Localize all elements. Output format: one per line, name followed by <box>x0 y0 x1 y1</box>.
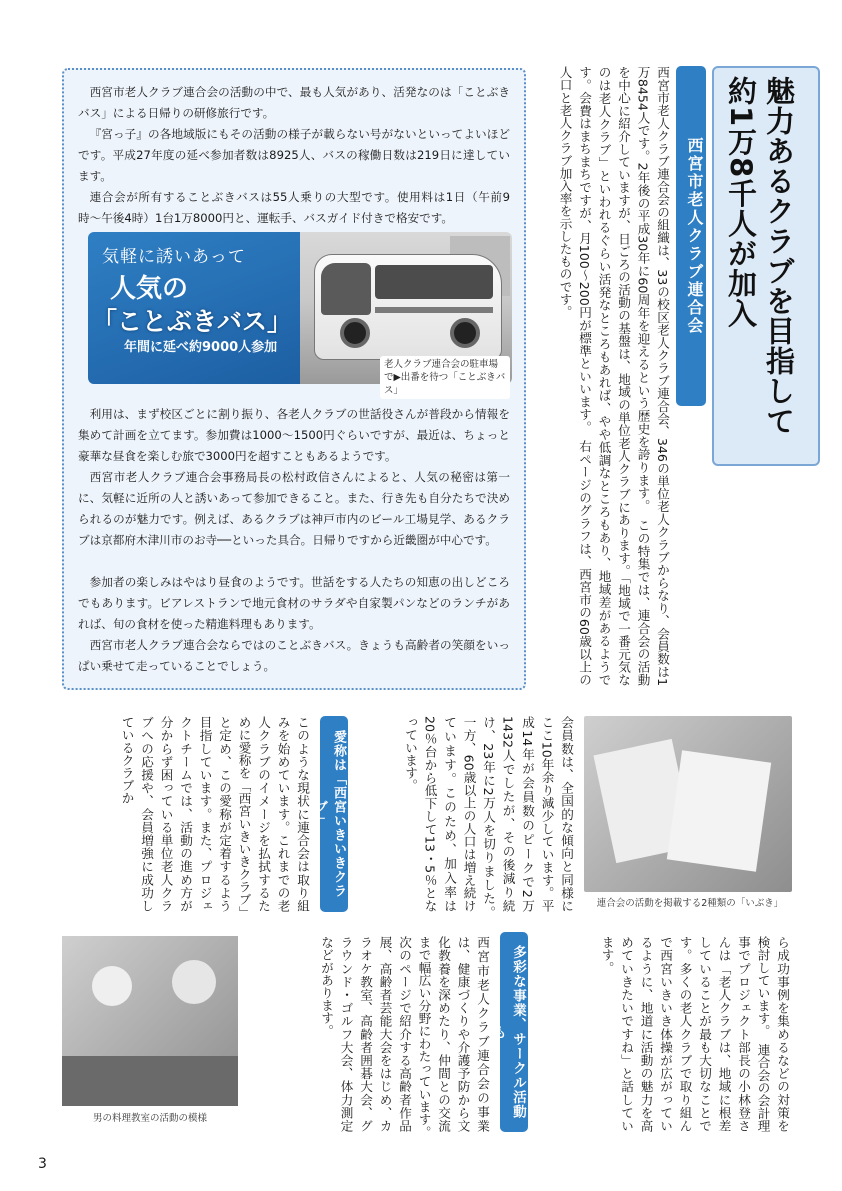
hero-tagline: 年間に延べ約9000人参加 <box>124 340 278 355</box>
hero-heading-line2: 「ことぶきバス」 <box>92 307 293 336</box>
intro-vertical-text: 西宮市老人クラブ連合会の組織は、33の校区老人クラブ連合会、346の単位老人クラブからなり、会員数は1万8454人です。2年後の平成30年に60周年を迎えるという歴史を誇ります。 この特集では、連合会の活動を中心に紹介していますが、日ごろの活動の基盤は、地域の単位老人クラブにあります。「地域で一番元気なのは老人クラブ」といわれるぐらい活発なところもあれば、やや低調なところもあり、地域差があるようです。会費はまちまちですが、月100〜200円が標準といいます。 右ページのグラフは、西宮市の60歳以上の人口と老人クラブ加入率を示したものです。 <box>557 66 670 686</box>
box-paragraph-4: 利用は、まず校区ごとに割り振り、各老人クラブの世話役さんが普段から情報を集めて計画を立てます。参加費は1000〜1500円ぐらいですが、最近は、ちょっと豪華な昼食を楽しむ旅で3000円を超すこともあるようです。 <box>78 407 510 463</box>
nickname-vertical-text: このような現状に連合会は取り組みを始めています。これまでの老人クラブのイメージを払拭するために愛称を「西宮いきいきクラブ」と定め、この愛称が定着するよう目指しています。また、プロジェクトチームでは、活動の進め方が分からず困っている単位老人クラブへの応援や、会員増強に成功しているクラブか <box>119 716 310 912</box>
hero-subheading: 気軽に誘いあって <box>102 247 246 267</box>
bus-wheel <box>450 318 480 348</box>
ibuki-newsletter-photo <box>584 716 792 892</box>
box-paragraph-3: 連合会が所有することぶきバスは55人乗りの大型です。使用料は1日（午前9時〜午後4時）1台1万8000円と、運転手、バスガイド付きで格安です。 <box>78 190 510 225</box>
membership-vertical-text: 会員数は、全国的な傾向と同様にここ10年余り減少しています。平成14年が会員数のピークで2万1432人でしたが、その後減り続け、23年に2万人を切りました。 一方、60歳以上の人口は増え続けています。このため、加入率は20％台から低下して13・5％となっています。 <box>403 716 574 925</box>
box-paragraph-7: 西宮市老人クラブ連合会ならではのことぶきバス。きょうも高齢者の笑顔をいっぱい乗せて走っていることでしょう。 <box>78 638 510 673</box>
box-paragraph-1: 西宮市老人クラブ連合会の活動の中で、最も人気があり、活発なのは「ことぶきバス」による日帰りの研修旅行です。 <box>78 85 510 120</box>
cooking-class-photo <box>62 936 238 1106</box>
box-paragraph-6: 参加者の楽しみはやはり昼食のようです。世話をする人たちの知恵の出しどころでもあります。ビアレストランで地元食材のサラダや自家製パンなどのランチがあれば、旬の食材を使った精進料理もあります。 <box>78 575 510 631</box>
countermeasure-vertical-text: ら成功事例を集めるなどの対策を検討しています。 連合会の会計理事でプロジェクト部長の小林登さんは「老人クラブは、地域に根差していることが最も大切なことです。多くの老人クラブで取り組んで西宮いきいき体操が広がっているように、地道に活動の魅力を高めていきたいですね」と話しています。 <box>599 936 790 1132</box>
hero-headline-panel <box>88 232 300 384</box>
box-paragraph-2: 『宮っ子』の各地域版にもその活動の様子が載らない号がないといってよいほどです。平成27年度の延べ参加者数は8925人、バスの稼働日数は219日に達しています。 <box>78 127 510 183</box>
box-paragraph-5: 西宮市老人クラブ連合会事務局長の松村政信さんによると、人気の秘密は第一に、気軽に近所の人と誘いあって参加できること。また、行き先も自分たちで決められるのが魅力です。例えば、あるクラブは神戸市内のビール工場見学、あるクラブは京都府木津川市のお寺──といった具合。日帰りですから近畿圏が中心です。 <box>78 470 510 547</box>
bus-hero-banner <box>88 232 512 396</box>
bus-feature-box <box>62 68 526 690</box>
section-heading-nickname: 愛称は「西宮いきいきクラブ」 <box>320 716 348 912</box>
bus-photo <box>300 232 512 396</box>
hero-heading-line1: 人気の <box>110 274 189 304</box>
activities-vertical-text: 西宮市老人クラブ連合会の事業は、健康づくりや介護予防から文化教養を深めたり、仲間との交流まで幅広い分野にわたっています。 次のページで紹介する高齢者作品展、高齢者芸能大会をはじめ、カラオケ教室、高齢者囲碁大会、グラウンド・ゴルフ大会、体力測定などがあります。 <box>319 936 490 1145</box>
ibuki-photo-caption: 連合会の活動を掲載する2種類の「いぶき」 <box>596 898 784 909</box>
page-number: 3 <box>38 1156 47 1172</box>
organization-subtitle: 西宮市老人クラブ連合会 <box>676 66 706 406</box>
page-title: 魅力あるクラブを目指して約1万8千人が加入 <box>724 76 796 436</box>
cooking-photo-caption: 男の料理教室の活動の模様 <box>92 1113 207 1124</box>
bus-wheel <box>340 318 370 348</box>
bus-photo-caption: 老人クラブ連合会の駐車場で▶出番を待つ「ことぶきバス」 <box>380 356 510 399</box>
section-heading-activities: 多彩な事業、サークル活動も <box>500 932 528 1132</box>
